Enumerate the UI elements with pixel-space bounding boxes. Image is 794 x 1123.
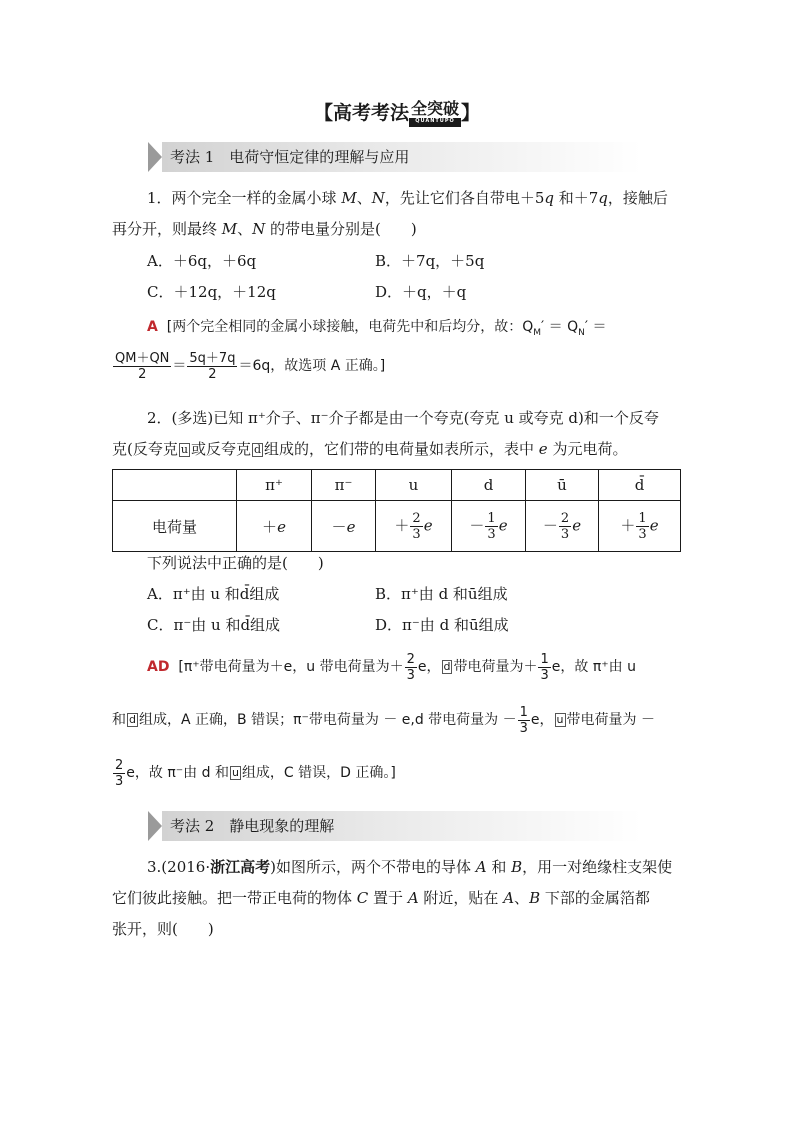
q1-option-c[interactable]: C．＋12q，＋12q xyxy=(147,283,276,301)
q1-explain: ′ ＝ Q xyxy=(541,319,579,335)
cell-unit: e xyxy=(277,517,286,536)
cell-unit: e xyxy=(346,517,356,536)
q1-text: ，接触后 xyxy=(607,189,668,207)
q2-option-b[interactable]: B．π⁺由 d 和ū组成 xyxy=(375,585,508,603)
var-N: N xyxy=(371,189,385,207)
frac-den: 3 xyxy=(560,526,570,542)
table-row xyxy=(113,501,681,552)
q2-line-1: 2．(多选)已知 π⁺介子、π⁻介子都是由一个夸克(夸克 u 或夸克 d)和一个反夸 xyxy=(147,409,659,427)
cell-unit: e xyxy=(423,516,433,534)
q2-explain: 组成，C 错误，D 正确。] xyxy=(241,765,396,781)
frac-two-thirds xyxy=(113,758,125,789)
table-header-cell: d xyxy=(452,470,526,501)
cell-frac xyxy=(485,511,497,542)
q2-explanation-2 xyxy=(112,703,655,737)
cell-sign: － xyxy=(331,517,347,536)
anti-u-symbol: u xyxy=(556,713,564,726)
charge-table xyxy=(112,469,681,552)
cell-frac xyxy=(559,511,571,542)
frac-num: 1 xyxy=(540,651,549,667)
frac-5q-7q xyxy=(187,351,237,382)
q1-text: 再分开，则最终 xyxy=(112,220,222,238)
q2-explain: e，故 π⁻由 d 和 xyxy=(126,765,229,781)
table-cell xyxy=(526,501,599,552)
q3-text: )如图所示，两个不带电的导体 xyxy=(270,858,476,876)
q2-explain: e，故 π⁺由 u xyxy=(551,659,636,675)
banner-arrow-icon xyxy=(148,811,162,841)
var-q: q xyxy=(544,189,554,207)
frac-den: 3 xyxy=(638,526,647,542)
header-title: 【高考考法 xyxy=(313,102,409,124)
q2-prompt: 下列说法中正确的是( ) xyxy=(147,554,324,572)
table-header-cell: ū xyxy=(526,470,599,501)
q1-text: 1．两个完全一样的金属小球 xyxy=(147,189,342,207)
frac-num: 1 xyxy=(519,704,528,720)
var-C: C xyxy=(356,889,369,907)
page-header xyxy=(0,100,794,127)
section-banner-2 xyxy=(148,811,648,841)
table-row-label: 电荷量 xyxy=(113,501,237,552)
q1-option-b[interactable]: B．＋7q，＋5q xyxy=(375,252,485,270)
table-header-cell: d̄ xyxy=(599,470,681,501)
var-e: e xyxy=(538,440,548,458)
q2-option-d[interactable]: D．π⁻由 d 和ū组成 xyxy=(375,616,509,634)
var-A: A xyxy=(407,889,419,907)
q1-option-d[interactable]: D．＋q，＋q xyxy=(375,283,467,301)
var-M: M xyxy=(221,220,238,238)
frac-num: 1 xyxy=(487,510,496,526)
anti-d-symbol: d xyxy=(129,713,136,726)
q3-text: 3.(2016· xyxy=(147,858,211,876)
frac-qm-qn xyxy=(113,351,171,382)
frac-num: QM＋QN xyxy=(115,350,170,366)
cell-sign: － xyxy=(542,516,558,534)
var-M: M xyxy=(341,189,357,207)
q3-text: 置于 xyxy=(368,889,408,907)
section-2-label: 考法 2 静电现象的理解 xyxy=(170,817,335,835)
frac-den: 3 xyxy=(487,526,496,542)
cell-frac xyxy=(636,511,648,542)
table-header-cell: π⁻ xyxy=(312,470,376,501)
table-cell xyxy=(237,501,312,552)
frac-two-thirds xyxy=(405,652,417,683)
frac-num: 5q＋7q xyxy=(189,350,236,366)
frac-num: 2 xyxy=(115,757,124,773)
var-q: q xyxy=(598,189,608,207)
frac-num: 2 xyxy=(406,651,415,667)
cell-sign: ＋ xyxy=(262,517,278,536)
frac-num: 2 xyxy=(412,510,421,526)
header-close-bracket: 】 xyxy=(461,102,481,124)
q1-line-2 xyxy=(112,219,417,239)
frac-one-third xyxy=(538,652,550,683)
q3-text: 下部的金属箔都 xyxy=(540,889,650,907)
q1-answer: A xyxy=(147,319,158,335)
frac-num: 2 xyxy=(560,510,570,526)
q3-line-1 xyxy=(147,857,672,877)
cell-unit: e xyxy=(649,516,659,534)
q2-explain: 带电荷量为＋ xyxy=(453,659,538,675)
q1-text: 的带电量分别是( ) xyxy=(265,220,417,238)
table-header-cell: π⁺ xyxy=(237,470,312,501)
q2-explain: [π⁺带电荷量为＋e，u 带电荷量为＋ xyxy=(178,659,404,675)
anti-d-symbol: d xyxy=(253,443,262,456)
anti-d-symbol: d xyxy=(443,660,451,673)
q1-explain: [两个完全相同的金属小球接触，电荷先中和后均分，故：Q xyxy=(166,319,534,335)
q2-explain: 带电荷量为 － xyxy=(566,712,655,728)
q1-explanation-2: $\frac{QM+QN}{2}$ ＝ $\frac{5q+7q}{2}$ ＝6q，故选项 A 正确。] xyxy=(115,350,386,382)
section-1-label: 考法 1 电荷守恒定律的理解与应用 xyxy=(170,148,410,166)
header-badge xyxy=(409,100,461,127)
q2-option-a[interactable]: A．π⁺由 u 和d̄组成 xyxy=(147,585,280,603)
q1-text: ，先让它们各自带电＋5 xyxy=(384,189,545,207)
table-header-row xyxy=(113,470,681,501)
cell-sign: ＋ xyxy=(394,516,410,534)
frac-num: 1 xyxy=(638,510,647,526)
q2-explain: 和 xyxy=(112,712,126,728)
q2-answer: AD xyxy=(147,659,170,675)
sep: 、 xyxy=(356,189,372,207)
q2-explain: 组成，A 正确，B 错误；π⁻带电荷量为 － e,d 带电荷量为 － xyxy=(138,712,517,728)
frac-den: 3 xyxy=(540,667,549,683)
var-B: B xyxy=(511,858,523,876)
q2-text: 为元电荷。 xyxy=(547,440,628,458)
table-cell xyxy=(599,501,681,552)
anti-u-symbol: u xyxy=(180,443,188,456)
q3-text: 它们彼此接触。把一带正电荷的物体 xyxy=(112,889,357,907)
q2-explain: e， xyxy=(417,659,441,675)
anti-u-symbol: u xyxy=(231,766,239,779)
q3-source: 浙江高考 xyxy=(210,858,271,876)
q1-explain: ＝6q，故选项 A 正确。] xyxy=(238,358,386,374)
q1-explain: ′ ＝ xyxy=(584,319,607,335)
table-cell xyxy=(452,501,526,552)
q1-text: 和＋7 xyxy=(553,189,599,207)
header-badge-sub: QUANTUPO xyxy=(409,118,461,125)
frac-den: 2 xyxy=(138,366,147,382)
cell-unit: e xyxy=(572,516,582,534)
frac-one-third xyxy=(518,705,530,736)
table-cell xyxy=(312,501,376,552)
q2-text: 组成的，它们带的电荷量如表所示，表中 xyxy=(264,440,539,458)
q2-option-c[interactable]: C．π⁻由 u 和d̄组成 xyxy=(147,616,281,634)
section-banner-1 xyxy=(148,142,648,172)
frac-den: 3 xyxy=(519,720,528,736)
q2-explanation-1 xyxy=(147,650,636,684)
cell-frac xyxy=(410,511,422,542)
q2-explanation-3 xyxy=(112,756,396,790)
sep: 、 xyxy=(237,220,253,238)
q3-line-3: 张开，则( ) xyxy=(112,920,214,938)
q2-text: 或反夸克 xyxy=(190,440,251,458)
frac-den: 3 xyxy=(115,773,124,789)
cell-sign: ＋ xyxy=(620,516,636,534)
q1-line-1 xyxy=(147,188,668,208)
cell-sign: － xyxy=(469,516,485,534)
header-badge-text: 全突破 xyxy=(410,99,459,118)
q1-explanation-1: A [两个完全相同的金属小球接触，电荷先中和后均分，故：$Q_M' = Q_N'$ ＝ xyxy=(147,319,607,338)
table-header-cell xyxy=(113,470,237,501)
cell-unit: e xyxy=(498,516,508,534)
var-A: A xyxy=(503,889,515,907)
frac-den: 3 xyxy=(412,526,421,542)
var-B: B xyxy=(529,889,541,907)
q2-line-2 xyxy=(112,439,627,459)
table-cell xyxy=(376,501,452,552)
frac-den: 3 xyxy=(406,667,415,683)
q3-text: ，用一对绝缘柱支架使 xyxy=(522,858,673,876)
q3-line-2 xyxy=(112,888,650,908)
banner-arrow-icon xyxy=(148,142,162,172)
q2-text: 克(反夸克 xyxy=(112,440,178,458)
var-A: A xyxy=(475,858,487,876)
table-header-cell: u xyxy=(376,470,452,501)
var-N: N xyxy=(252,220,266,238)
q1-option-a[interactable]: A．＋6q，＋6q xyxy=(147,252,257,270)
q3-text: 、 xyxy=(514,889,530,907)
q3-text: 和 xyxy=(486,858,512,876)
q2-explain: e， xyxy=(530,712,554,728)
frac-den: 2 xyxy=(208,366,217,382)
q3-text: 附近，贴在 xyxy=(418,889,504,907)
